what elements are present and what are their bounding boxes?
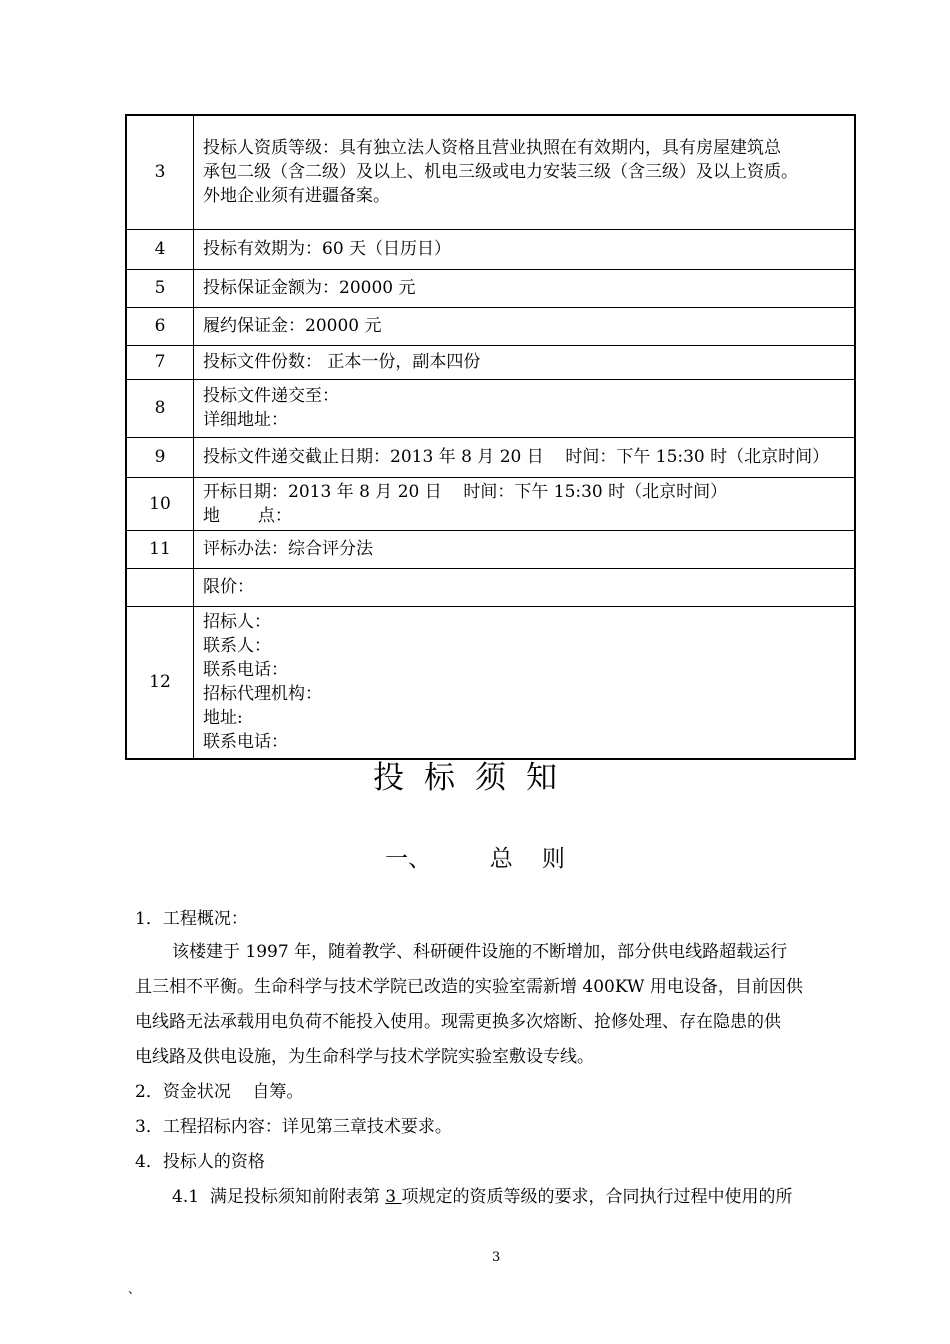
section-name: 总 则	[489, 846, 565, 872]
paragraph-line: 且三相不平衡。生命科学与技术学院已改造的实验室需新增 400KW 用电设备，目前因供	[135, 977, 803, 997]
row-line: 外地企业须有进疆备案。	[203, 186, 390, 207]
row-line: 招标代理机构：	[203, 684, 322, 705]
row-line: 评标办法：综合评分法	[203, 539, 373, 559]
row-number: 10	[126, 477, 194, 530]
row-line: 履约保证金：20000 元	[203, 316, 382, 336]
row-number: 7	[126, 345, 194, 379]
row-number: 11	[126, 530, 194, 568]
row-number: 3	[126, 115, 194, 229]
row-line: 地址:	[203, 708, 243, 729]
paragraph-qualification-4-1	[172, 1182, 792, 1207]
row-content	[194, 606, 856, 759]
table-row	[126, 269, 855, 307]
clause-reference: 3	[385, 1187, 402, 1207]
row-number: 9	[126, 437, 194, 477]
table-row	[126, 379, 855, 437]
paragraph-scope: 3．工程招标内容：详见第三章技术要求。	[135, 1117, 452, 1137]
row-number: 4	[126, 229, 194, 269]
row-content	[194, 269, 856, 307]
row-line: 联系人：	[203, 636, 271, 657]
row-content	[194, 530, 856, 568]
table-row	[126, 307, 855, 345]
section-heading	[0, 840, 950, 873]
table-row	[126, 530, 855, 568]
row-content	[194, 568, 856, 606]
paragraph-line: 该楼建于 1997 年，随着教学、科研硬件设施的不断增加，部分供电线路超载运行	[172, 942, 788, 962]
table-row	[126, 437, 855, 477]
row-line: 投标有效期为：60 天（日历日）	[203, 239, 452, 259]
row-line: 开标日期：2013 年 8 月 20 日 时间：下午 15:30 时（北京时间）	[203, 481, 728, 502]
paragraph-line: 电线路及供电设施，为生命科学与技术学院实验室敷设专线。	[135, 1047, 594, 1067]
row-content	[194, 307, 856, 345]
row-line: 联系电话：	[203, 660, 288, 681]
row-line: 招标人：	[203, 612, 271, 633]
bid-info-table	[125, 114, 856, 760]
clause-text: 4.1 满足投标须知前附表第	[172, 1187, 386, 1207]
row-line: 联系电话：	[203, 732, 288, 753]
paragraph-project-overview-heading: 1．工程概况：	[135, 909, 248, 929]
row-content	[194, 345, 856, 379]
row-number: 12	[126, 606, 194, 759]
paragraph-funding: 2．资金状况 自筹。	[135, 1082, 304, 1102]
row-line: 投标文件份数： 正本一份，副本四份	[203, 352, 481, 372]
row-line: 投标文件递交至：	[203, 386, 339, 406]
footer-mark: 、	[128, 1282, 141, 1296]
row-line: 详细地址：	[203, 410, 288, 430]
table-row	[126, 477, 855, 530]
row-content	[194, 379, 856, 437]
page-title: 投标须知	[373, 760, 577, 796]
page-number: 3	[492, 1250, 501, 1265]
row-content	[194, 115, 856, 229]
paragraph-line: 电线路无法承载用电负荷不能投入使用。现需更换多次熔断、抢修处理、存在隐患的供	[135, 1012, 781, 1032]
row-line: 投标人资质等级：具有独立法人资格且营业执照在有效期内，具有房屋建筑总	[203, 138, 781, 159]
row-number: 6	[126, 307, 194, 345]
row-number: 5	[126, 269, 194, 307]
row-line: 承包二级（含二级）及以上、机电三级或电力安装三级（含三级）及以上资质。	[203, 162, 798, 183]
clause-text: 项规定的资质等级的要求，合同执行过程中使用的所	[401, 1187, 793, 1207]
table-row	[126, 345, 855, 379]
table-row	[126, 115, 855, 229]
row-number: 8	[126, 379, 194, 437]
row-number	[126, 568, 194, 606]
section-number: 一、	[385, 846, 432, 872]
row-line: 投标文件递交截止日期：2013 年 8 月 20 日 时间：下午 15:30 时（北京时间）	[203, 447, 830, 467]
table-row	[126, 606, 855, 759]
table-row	[126, 568, 855, 606]
table-row	[126, 229, 855, 269]
row-line: 投标保证金额为：20000 元	[203, 278, 416, 298]
paragraph-qualification-heading: 4．投标人的资格	[135, 1152, 265, 1172]
row-content	[194, 437, 856, 477]
row-content	[194, 477, 856, 530]
row-line: 限价：	[203, 577, 254, 597]
row-content	[194, 229, 856, 269]
row-line: 地 点：	[203, 505, 292, 526]
